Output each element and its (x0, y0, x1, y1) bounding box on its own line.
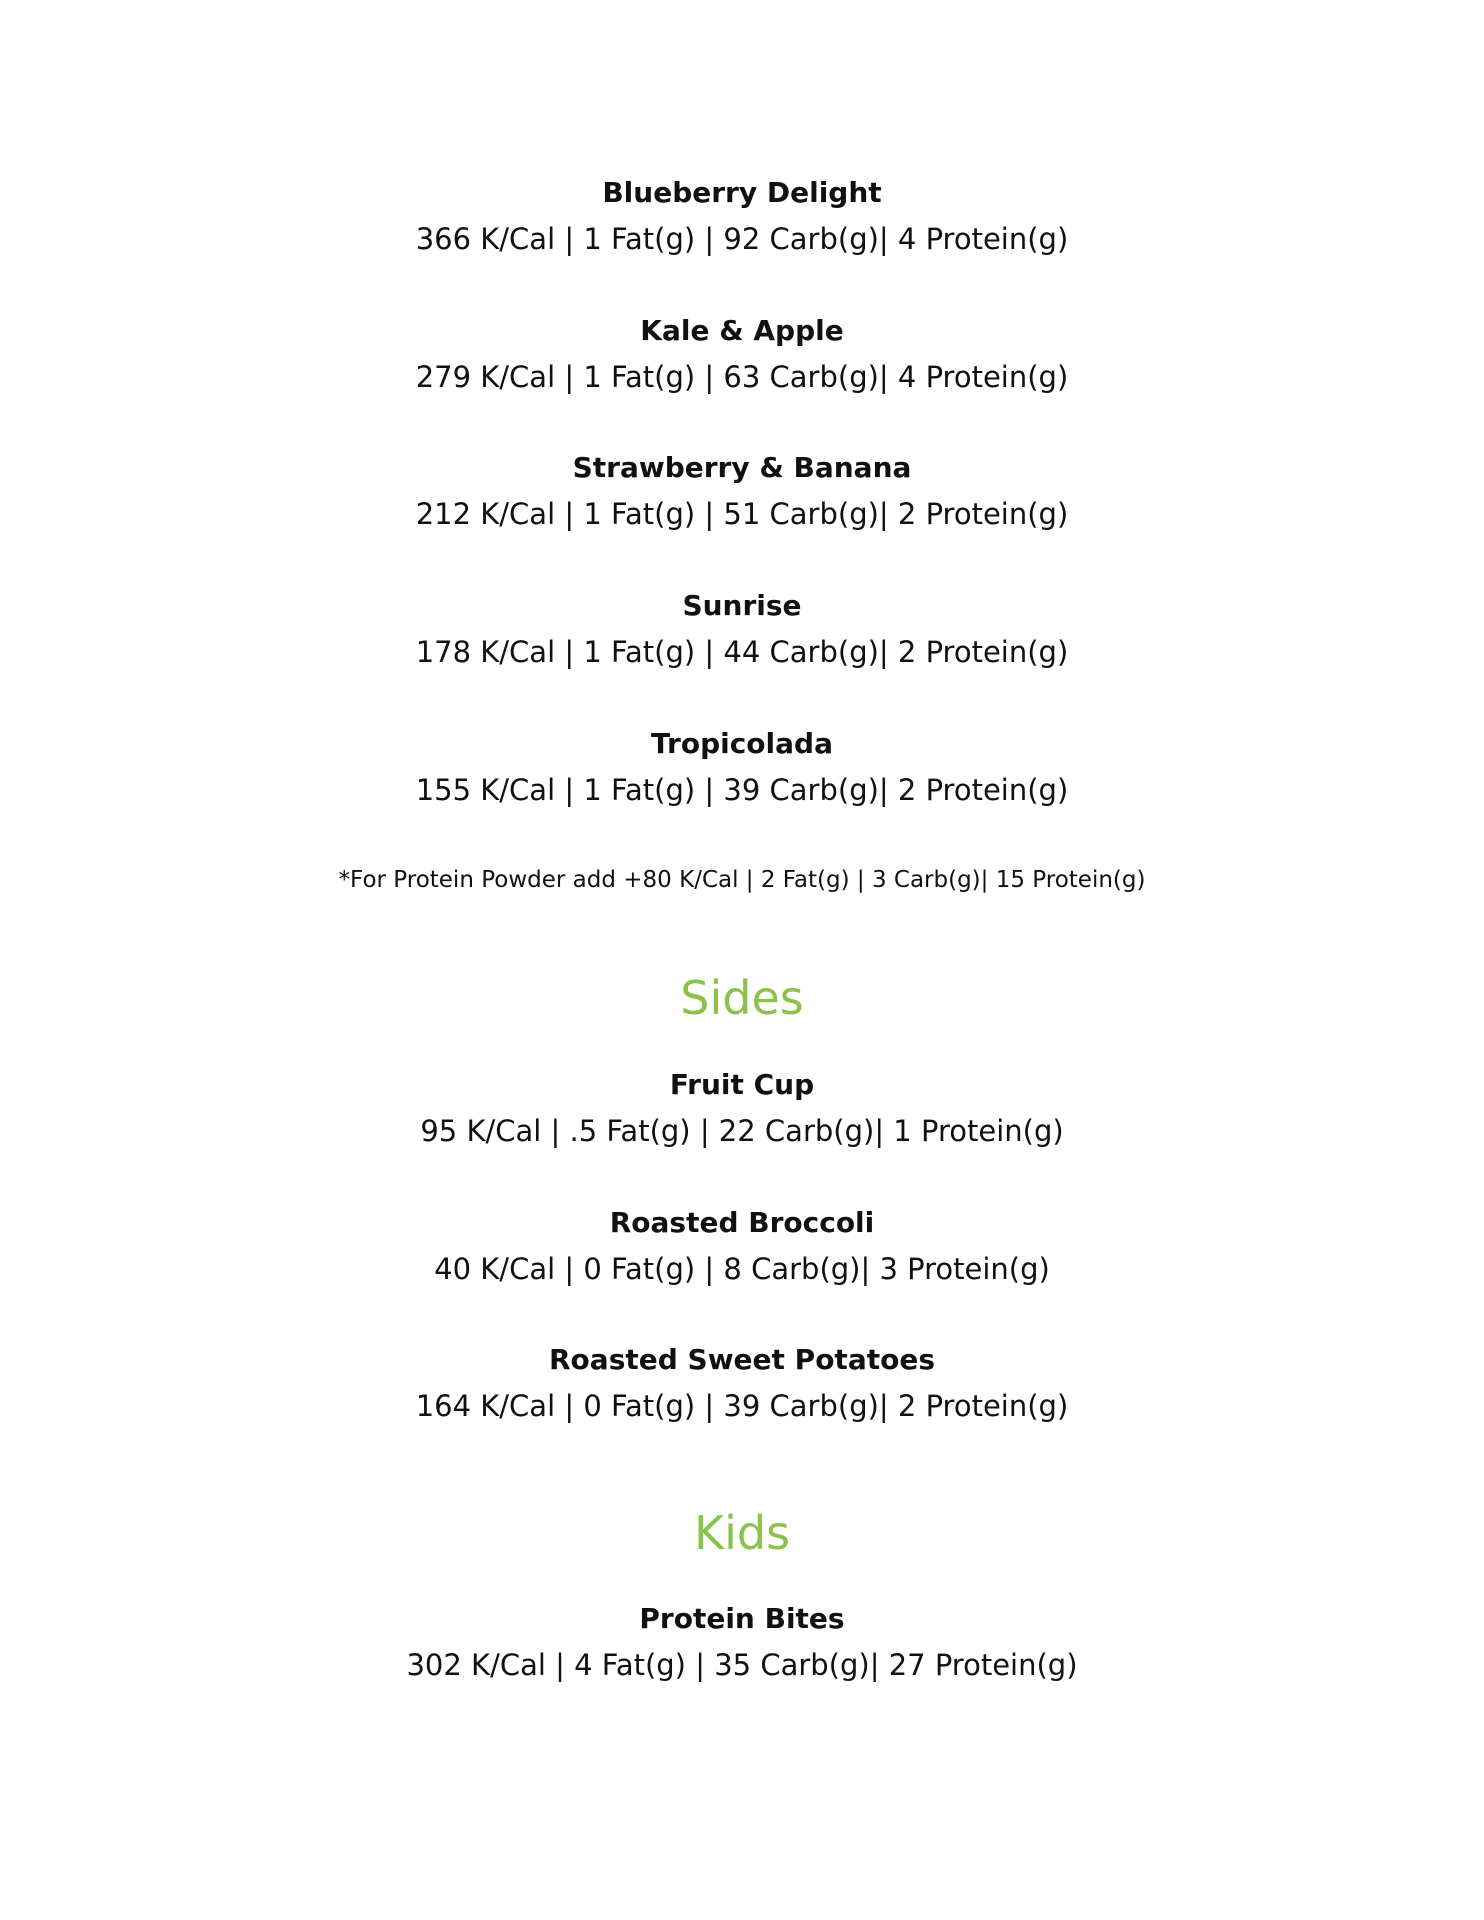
menu-item-kale-apple (0, 313, 1484, 397)
menu-item-sunrise (0, 588, 1484, 672)
item-name: Sunrise (682, 589, 802, 622)
item-nutrition: 95 K/Cal | .5 Fat(g) | 22 Carb(g)| 1 Protein(g) (420, 1114, 1064, 1148)
menu-item-roasted-sweet-potatoes (0, 1342, 1484, 1426)
menu-item-tropicolada (0, 726, 1484, 810)
item-nutrition: 178 K/Cal | 1 Fat(g) | 44 Carb(g)| 2 Protein(g) (415, 635, 1069, 669)
item-nutrition: 279 K/Cal | 1 Fat(g) | 63 Carb(g)| 4 Protein(g) (415, 360, 1069, 394)
item-name: Roasted Broccoli (609, 1206, 875, 1239)
item-nutrition: 302 K/Cal | 4 Fat(g) | 35 Carb(g)| 27 Protein(g) (406, 1648, 1078, 1682)
item-nutrition: 164 K/Cal | 0 Fat(g) | 39 Carb(g)| 2 Protein(g) (415, 1389, 1069, 1423)
menu-item-fruit-cup (0, 1067, 1484, 1151)
section-title-sides: Sides (680, 971, 804, 1025)
item-name: Strawberry & Banana (572, 451, 912, 484)
section-title-kids: Kids (693, 1506, 791, 1560)
item-name: Fruit Cup (669, 1068, 815, 1101)
menu-item-roasted-broccoli (0, 1205, 1484, 1289)
protein-powder-note: *For Protein Powder add +80 K/Cal | 2 Fat(g) | 3 Carb(g)| 15 Protein(g) (338, 867, 1146, 893)
item-nutrition: 40 K/Cal | 0 Fat(g) | 8 Carb(g)| 3 Protein(g) (434, 1252, 1050, 1286)
item-nutrition: 212 K/Cal | 1 Fat(g) | 51 Carb(g)| 2 Protein(g) (415, 497, 1069, 531)
item-name: Blueberry Delight (602, 176, 882, 209)
item-nutrition: 366 K/Cal | 1 Fat(g) | 92 Carb(g)| 4 Protein(g) (415, 222, 1069, 256)
item-nutrition: 155 K/Cal | 1 Fat(g) | 39 Carb(g)| 2 Protein(g) (415, 773, 1069, 807)
item-name: Protein Bites (639, 1602, 845, 1635)
item-name: Kale & Apple (640, 314, 844, 347)
item-name: Roasted Sweet Potatoes (549, 1343, 935, 1376)
menu-item-protein-bites (0, 1601, 1484, 1685)
menu-item-strawberry-banana (0, 450, 1484, 534)
item-name: Tropicolada (651, 727, 833, 760)
menu-item-blueberry-delight (0, 175, 1484, 259)
